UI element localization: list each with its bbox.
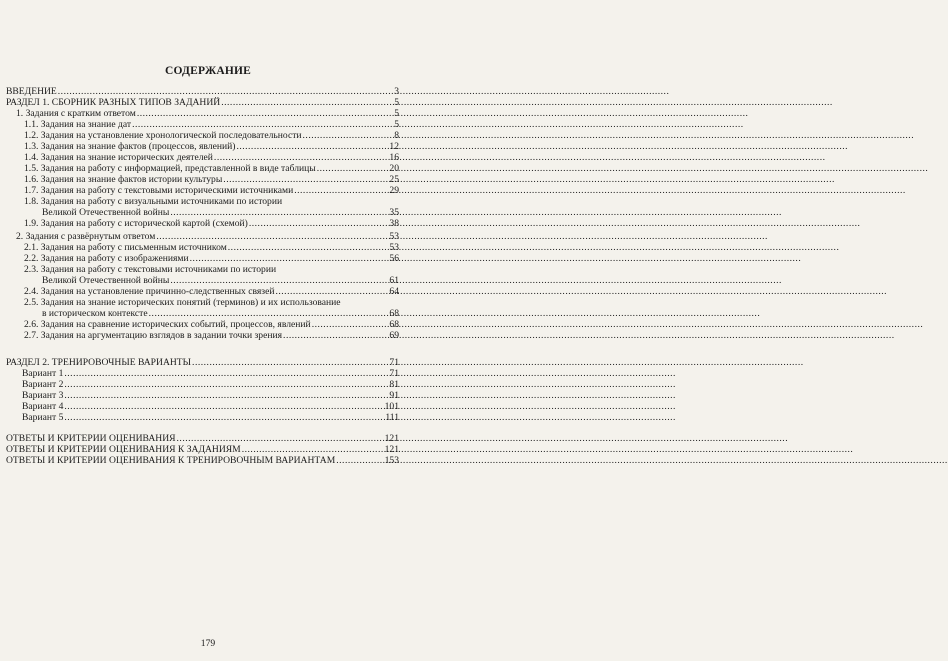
toc-leader-dots — [303, 130, 386, 141]
toc-entry-text: 1.1. Задания на знание дат — [24, 119, 132, 130]
toc-entry — [6, 242, 399, 253]
toc-entry — [6, 141, 399, 152]
toc-leader-dots — [214, 152, 386, 163]
toc-entry-text: ОТВЕТЫ И КРИТЕРИИ ОЦЕНИВАНИЯ К ТРЕНИРОВОЧНЫМ ВАРИАНТАМ — [6, 455, 336, 466]
toc-entry-page: 69 — [389, 330, 399, 341]
toc-entry-continuation: Великой Отечественной войны — [42, 207, 170, 218]
toc-entry-text: Вариант 1 — [22, 368, 64, 379]
toc-entry-text: Вариант 3 — [22, 390, 64, 401]
toc-entry — [6, 97, 399, 108]
toc-leader-dots — [249, 218, 386, 229]
toc-entry-text: 2.6. Задания на сравнение исторических событий, процессов, явлений — [24, 319, 311, 330]
toc-entry — [6, 412, 399, 423]
toc-entry-text: 2.7. Задания на аргументацию взглядов в задании точки зрения — [24, 330, 283, 341]
toc-entry — [6, 379, 399, 390]
toc-entry — [6, 357, 399, 368]
toc-leader-dots — [312, 319, 386, 330]
toc-entry — [6, 130, 399, 141]
toc-entry — [6, 390, 399, 401]
toc-entry-text: ОТВЕТЫ И КРИТЕРИИ ОЦЕНИВАНИЯ — [6, 433, 176, 444]
toc-entry-text: 1.6. Задания на знание фактов истории культуры — [24, 174, 223, 185]
toc-entry-text: 1. Задания с кратким ответом — [16, 108, 136, 119]
toc-entry-text: ОТВЕТЫ И КРИТЕРИИ ОЦЕНИВАНИЯ К ЗАДАНИЯМ — [6, 444, 241, 455]
toc-leader-dots — [223, 174, 386, 185]
toc-entry — [6, 253, 399, 264]
toc-leader-dots — [156, 231, 386, 242]
toc-entry-page: 12 — [389, 141, 399, 152]
toc-entry — [6, 433, 399, 444]
toc-leader-dots — [242, 444, 384, 455]
toc-entry-text: РАЗДЕЛ 2. ТРЕНИРОВОЧНЫЕ ВАРИАНТЫ — [6, 357, 192, 368]
toc-entry — [6, 185, 399, 196]
toc-entry-text: 1.9. Задания на работу с исторической картой (схемой) — [24, 218, 248, 229]
toc-leader-dots — [170, 207, 386, 218]
toc-entry-continuation: Великой Отечественной войны — [42, 275, 170, 286]
toc-entry — [6, 330, 399, 341]
toc-entry-page: 53 — [389, 242, 399, 253]
toc-entry — [6, 231, 399, 242]
toc-leader-dots — [190, 253, 386, 264]
toc-leader-dots — [317, 163, 386, 174]
toc-entry-page: 64 — [389, 286, 399, 297]
toc-entry-text: Вариант 2 — [22, 379, 64, 390]
toc-entry-page: 81 — [389, 379, 399, 390]
toc-entry-page: 3 — [394, 86, 399, 97]
toc-entry — [6, 286, 399, 297]
toc-leader-dots — [283, 330, 386, 341]
toc-entry-text: 2.2. Задания на работу с изображениями — [24, 253, 189, 264]
toc-entry-page: 56 — [389, 253, 399, 264]
toc-entry — [6, 86, 399, 97]
toc-entry-text: 1.2. Задания на установление хронологической последовательности — [24, 130, 302, 141]
toc-entry-page: 121 — [384, 444, 399, 455]
toc-entry-text: 2.5. Задания на знание исторических понятий (терминов) и их использование — [24, 297, 341, 308]
toc-entry-page: 153 — [384, 455, 399, 466]
toc-entry-page: 35 — [389, 207, 399, 218]
toc-entry-page: 68 — [389, 308, 399, 319]
toc-leader-dots — [192, 357, 386, 368]
toc-entry-page: 71 — [389, 357, 399, 368]
toc-leader-dots — [236, 141, 386, 152]
toc-leader-dots — [64, 412, 384, 423]
toc-entry — [6, 444, 399, 455]
toc-entry — [6, 218, 399, 229]
toc-entry-page: 8 — [394, 130, 399, 141]
toc-entry-page: 25 — [389, 174, 399, 185]
toc-leader-dots — [228, 242, 386, 253]
toc-entry — [6, 275, 399, 286]
toc-entry-page: 111 — [385, 412, 399, 423]
toc-leader-dots — [64, 390, 386, 401]
toc-entry — [6, 455, 399, 466]
toc-entry-page: 16 — [389, 152, 399, 163]
toc-entry — [6, 174, 399, 185]
toc-entry-page: 5 — [394, 108, 399, 119]
toc-leader-dots — [177, 433, 384, 444]
toc-entry-page: 61 — [389, 275, 399, 286]
toc-entry-text: Вариант 4 — [22, 401, 64, 412]
toc-leader-dots — [336, 455, 383, 466]
toc-entry-page: 38 — [389, 218, 399, 229]
toc-leader-dots — [64, 379, 386, 390]
toc-entry-page: 121 — [384, 433, 399, 444]
toc-entry-page: 71 — [389, 368, 399, 379]
toc-entry — [6, 368, 399, 379]
page-number: 179 — [200, 638, 216, 649]
toc-entry-text: 1.5. Задания на работу с информацией, представленной в виде таблицы — [24, 163, 316, 174]
toc-entry-page: 29 — [389, 185, 399, 196]
toc-entry-page: 20 — [389, 163, 399, 174]
toc-entry-text: 1.4. Задания на знание исторических деятелей — [24, 152, 213, 163]
toc-entry — [6, 308, 399, 319]
toc-entry-text: 1.7. Задания на работу с текстовыми историческими источниками — [24, 185, 294, 196]
toc-entry-continuation: в историческом контексте — [42, 308, 148, 319]
page-title: СОДЕРЖАНИЕ — [164, 65, 252, 77]
toc-entry — [6, 108, 399, 119]
toc-entry — [6, 152, 399, 163]
toc-entry-text: ВВЕДЕНИЕ — [6, 86, 57, 97]
toc-entry — [6, 119, 399, 130]
toc-leader-dots — [132, 119, 386, 130]
toc-entry — [6, 319, 399, 330]
toc-leader-dots — [221, 97, 386, 108]
toc-entry — [6, 401, 399, 412]
toc-entry — [6, 207, 399, 218]
toc-entry-text: 2.1. Задания на работу с письменным источником — [24, 242, 227, 253]
toc-entry-text: 1.3. Задания на знание фактов (процессов, явлений) — [24, 141, 236, 152]
toc-leader-dots — [137, 108, 386, 119]
toc-entry-page: 68 — [389, 319, 399, 330]
toc-leader-dots — [294, 185, 386, 196]
toc-entry-text: РАЗДЕЛ 1. СБОРНИК РАЗНЫХ ТИПОВ ЗАДАНИЙ — [6, 97, 221, 108]
toc-leader-dots — [275, 286, 386, 297]
toc-leader-dots — [170, 275, 386, 286]
toc-entry-text: Вариант 5 — [22, 412, 64, 423]
toc-entry-text: 2.3. Задания на работу с текстовыми источниками по истории — [24, 264, 277, 275]
toc-entry-page: 91 — [389, 390, 399, 401]
toc-leader-dots — [149, 308, 386, 319]
toc-entry-text: 2. Задания с развёрнутым ответом — [16, 231, 156, 242]
toc-entry — [6, 163, 399, 174]
toc-entry-text: 2.4. Задания на установление причинно-следственных связей — [24, 286, 275, 297]
toc-entry-text: 1.8. Задания на работу с визуальными источниками по истории — [24, 196, 283, 207]
toc-entry-page: 53 — [389, 231, 399, 242]
toc-entry-page: 5 — [394, 97, 399, 108]
toc-leader-dots — [64, 368, 386, 379]
toc-entry-page: 5 — [394, 119, 399, 130]
toc-leader-dots — [64, 401, 383, 412]
toc-leader-dots — [58, 86, 386, 97]
toc-entry-page: 101 — [384, 401, 399, 412]
